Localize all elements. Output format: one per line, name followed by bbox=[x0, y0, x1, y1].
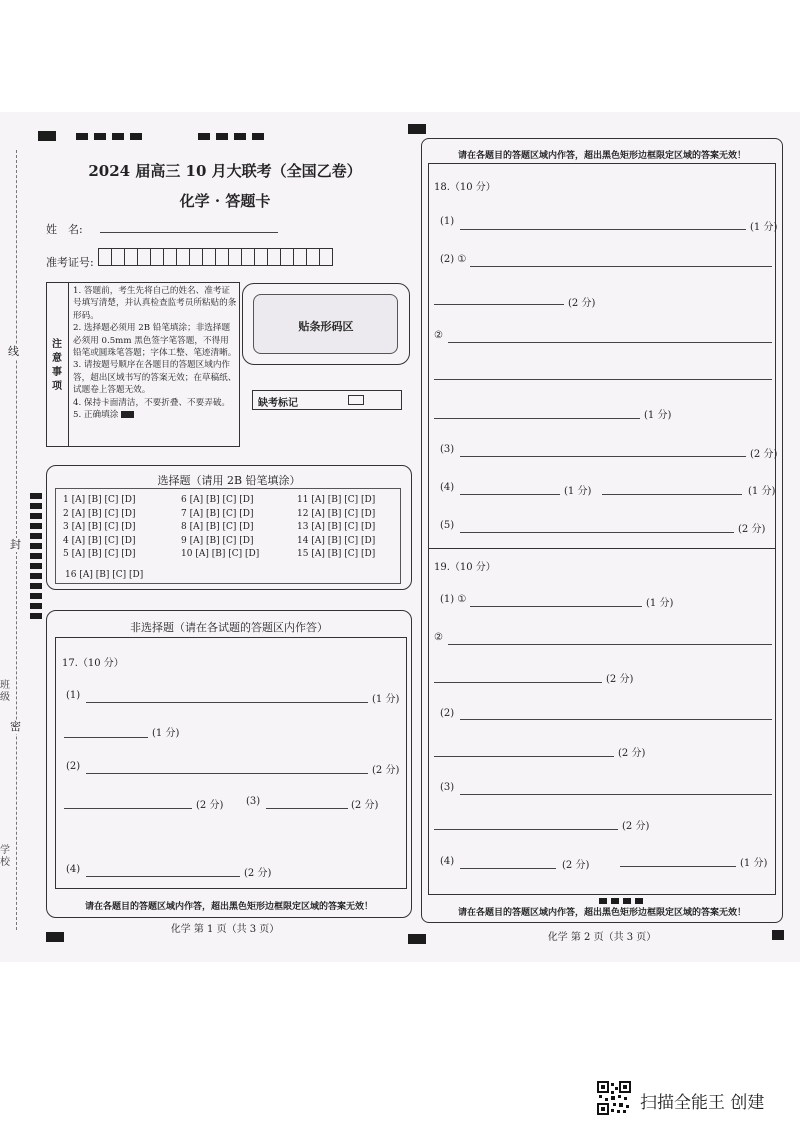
absent-checkbox[interactable] bbox=[348, 395, 364, 405]
q17-header: 17.（10 分） bbox=[62, 658, 124, 669]
exam-id-digit-box[interactable] bbox=[111, 248, 125, 266]
notice-item: 4. 保持卡面清洁，不要折叠、不要弄破。 bbox=[73, 397, 231, 408]
q19-p3-answer-line-2[interactable] bbox=[434, 829, 618, 830]
q17-p1b-answer-line[interactable] bbox=[64, 737, 148, 738]
timing-mark bbox=[252, 133, 264, 140]
absent-box bbox=[252, 390, 402, 410]
exam-id-digit-box[interactable] bbox=[150, 248, 164, 266]
bottom-warning-right: 请在各题目的答题区域内作答，超出黑色矩形边框限定区域的答案无效！ bbox=[457, 908, 746, 918]
timing-mark bbox=[30, 533, 42, 539]
choice-row[interactable]: 12 [A] [B] [C] [D] bbox=[297, 508, 376, 519]
choice-row[interactable]: 13 [A] [B] [C] [D] bbox=[297, 522, 376, 532]
q17-p4-answer-line[interactable] bbox=[86, 876, 240, 877]
q18-p3-score: (2 分) bbox=[750, 449, 778, 460]
timing-mark bbox=[94, 133, 106, 140]
exam-id-digit-box[interactable] bbox=[267, 248, 281, 266]
choice-row[interactable]: 5 [A] [B] [C] [D] bbox=[63, 549, 136, 559]
q17-p1-label: (1) bbox=[66, 690, 81, 701]
q19-p2-answer-line[interactable] bbox=[460, 719, 772, 720]
q18-p3-label: (3) bbox=[440, 444, 455, 455]
choice-col-2[interactable] bbox=[181, 494, 259, 562]
q18-p2b-answer-line[interactable] bbox=[448, 342, 772, 343]
timing-mark bbox=[112, 133, 124, 140]
q17-p4-label: (4) bbox=[66, 864, 81, 875]
timing-mark bbox=[216, 133, 228, 140]
choice-row[interactable]: 3 [A] [B] [C] [D] bbox=[63, 522, 136, 532]
timing-mark bbox=[130, 133, 142, 140]
q18-p4b-score: (1 分) bbox=[748, 486, 776, 497]
q18-p5-answer-line[interactable] bbox=[460, 532, 734, 533]
notice-item: 2. 选择题必须用 2B 铅笔填涂；非选择题必须用 0.5mm 黑色签字笔答题，不得用铅笔或圆珠笔答题；字体工整、笔迹清晰。 bbox=[73, 323, 237, 359]
barcode-label: 贴条形码区 bbox=[298, 320, 354, 333]
exam-id-digit-box[interactable] bbox=[254, 248, 268, 266]
exam-id-digit-box[interactable] bbox=[202, 248, 216, 266]
q19-p1-label: (1) ① bbox=[440, 594, 467, 605]
timing-mark bbox=[30, 563, 42, 569]
timing-mark bbox=[30, 513, 42, 519]
notice-item: 3. 请按题号顺序在各题目的答题区域内作答，超出区域书写的答案无效；在草稿纸、试题卷上答题无效。 bbox=[73, 360, 237, 396]
q18-p2-answer-line-2[interactable] bbox=[434, 304, 564, 305]
bottom-warning-left: 请在各题目的答题区域内作答，超出黑色矩形边框限定区域的答案无效！ bbox=[84, 902, 373, 912]
q19-p2-score: (2 分) bbox=[618, 748, 646, 759]
timing-mark bbox=[30, 493, 42, 499]
exam-id-digit-box[interactable] bbox=[241, 248, 255, 266]
q17-p3-answer-line[interactable] bbox=[266, 808, 348, 809]
exam-id-digit-box[interactable] bbox=[280, 248, 294, 266]
q19-p4b-answer-line[interactable] bbox=[620, 866, 736, 867]
notice-title: 注意事项 bbox=[52, 339, 62, 392]
side-label-feng: 封 bbox=[10, 538, 24, 552]
absent-label: 缺考标记 bbox=[258, 398, 298, 409]
choice-row[interactable]: 15 [A] [B] [C] [D] bbox=[297, 549, 376, 559]
timing-mark bbox=[198, 133, 210, 140]
barcode-outer bbox=[242, 283, 410, 365]
q18-p4a-answer-line[interactable] bbox=[460, 494, 560, 495]
q18-p2-label: (2) ① bbox=[440, 254, 467, 265]
exam-id-digit-box[interactable] bbox=[124, 248, 138, 266]
q17-p3-label: (3) bbox=[246, 796, 261, 807]
exam-id-digit-box[interactable] bbox=[137, 248, 151, 266]
timing-mark bbox=[30, 503, 42, 509]
timing-mark bbox=[30, 593, 42, 599]
timing-mark bbox=[30, 523, 42, 529]
name-field[interactable] bbox=[100, 232, 278, 233]
timing-mark bbox=[30, 543, 42, 549]
choice-row[interactable]: 9 [A] [B] [C] [D] bbox=[181, 535, 254, 546]
q18-p1-label: (1) bbox=[440, 216, 455, 227]
q17-p2-label: (2) bbox=[66, 761, 81, 772]
q19-p1b-answer-line[interactable] bbox=[448, 644, 772, 645]
choice-row[interactable]: 2 [A] [B] [C] [D] bbox=[63, 508, 136, 519]
side-label-banji: 班级 bbox=[0, 680, 10, 703]
choice-row[interactable]: 8 [A] [B] [C] [D] bbox=[181, 522, 254, 532]
q19-p1-circ2: ② bbox=[434, 632, 443, 643]
qr-code-icon bbox=[597, 1081, 631, 1115]
choice-row[interactable]: 11 [A] [B] [C] [D] bbox=[297, 495, 376, 505]
q18-p2-score: (2 分) bbox=[568, 298, 596, 309]
q19-p1b-score: (2 分) bbox=[606, 674, 634, 685]
exam-id-digit-box[interactable] bbox=[163, 248, 177, 266]
q18-p5-score: (2 分) bbox=[738, 524, 766, 535]
choice-row[interactable]: 1 [A] [B] [C] [D] bbox=[63, 495, 136, 505]
exam-subtitle: 化学 · 答题卡 bbox=[179, 192, 271, 210]
q18-p4a-score: (1 分) bbox=[564, 486, 592, 497]
side-label-xian: 线 bbox=[8, 345, 22, 359]
choice-row[interactable]: 6 [A] [B] [C] [D] bbox=[181, 495, 254, 505]
q17-p4-score: (2 分) bbox=[244, 868, 272, 879]
side-label-xuexiao: 学校 bbox=[0, 845, 10, 868]
q19-header: 19.（10 分） bbox=[434, 562, 496, 573]
q18-p5-label: (5) bbox=[440, 520, 455, 531]
q18-p4-label: (4) bbox=[440, 482, 455, 493]
choice-title: 选择题（请用 2B 铅笔填涂） bbox=[157, 474, 301, 487]
q19-p3-label: (3) bbox=[440, 782, 455, 793]
timing-mark bbox=[30, 553, 42, 559]
right-answer-box bbox=[428, 163, 776, 895]
choice-row[interactable]: 7 [A] [B] [C] [D] bbox=[181, 508, 254, 519]
timing-mark bbox=[234, 133, 246, 140]
q17-p1-score: (1 分) bbox=[372, 694, 400, 705]
q18-p1-answer-line[interactable] bbox=[460, 229, 746, 230]
q19-p3-answer-line[interactable] bbox=[460, 794, 772, 795]
side-label-mi: 密 bbox=[10, 720, 24, 734]
choice-col-1[interactable] bbox=[63, 494, 135, 562]
q18-q19-divider bbox=[429, 548, 775, 549]
q18-p2-answer-line[interactable] bbox=[470, 266, 772, 267]
name-label: 姓 名: bbox=[46, 223, 83, 236]
notice-item: 1. 答题前，考生先将自己的姓名、准考证号填写清楚，并认真检查监考员所粘贴的条形码。 bbox=[73, 286, 237, 321]
q19-p1b-answer-line-2[interactable] bbox=[434, 682, 602, 683]
q19-p3-score: (2 分) bbox=[622, 821, 650, 832]
q17-p2b-score: (2 分) bbox=[196, 800, 224, 811]
q17-p2-score: (2 分) bbox=[372, 765, 400, 776]
nonchoice-title: 非选择题（请在各试题的答题区内作答） bbox=[130, 621, 328, 634]
footer-left: 化学 第 1 页（共 3 页） bbox=[170, 924, 280, 935]
notice-list bbox=[73, 285, 237, 421]
q17-p2-answer-line[interactable] bbox=[86, 773, 368, 774]
choice-section bbox=[46, 465, 412, 590]
q18-p4b-answer-line[interactable] bbox=[602, 494, 742, 495]
q18-p2b-score: (1 分) bbox=[644, 410, 672, 421]
choice-row[interactable]: 4 [A] [B] [C] [D] bbox=[63, 535, 136, 546]
q19-p4a-score: (2 分) bbox=[562, 860, 590, 871]
exam-id-digit-box[interactable] bbox=[228, 248, 242, 266]
top-warning-right: 请在各题目的答题区域内作答，超出黑色矩形边框限定区域的答案无效！ bbox=[457, 151, 746, 161]
exam-id-digit-box[interactable] bbox=[98, 248, 112, 266]
q18-p2-circ2: ② bbox=[434, 330, 443, 341]
timing-mark bbox=[30, 603, 42, 609]
q17-box bbox=[55, 637, 407, 889]
timing-mark bbox=[30, 613, 42, 619]
q19-p4a-answer-line[interactable] bbox=[460, 868, 556, 869]
exam-id-digit-box[interactable] bbox=[215, 248, 229, 266]
timing-mark bbox=[30, 583, 42, 589]
notice-box bbox=[46, 282, 240, 447]
q18-p3-answer-line[interactable] bbox=[460, 456, 746, 457]
choice-col-3[interactable] bbox=[297, 494, 375, 562]
q18-p2b-answer-line-2[interactable] bbox=[434, 379, 772, 380]
q19-p2-label: (2) bbox=[440, 708, 455, 719]
footer-right: 化学 第 2 页（共 3 页） bbox=[547, 932, 657, 943]
q18-p2b-answer-line-3[interactable] bbox=[434, 418, 640, 419]
q19-p1-answer-line[interactable] bbox=[470, 606, 642, 607]
q18-header: 18.（10 分） bbox=[434, 182, 496, 193]
choice-row-16[interactable]: 16 [A] [B] [C] [D] bbox=[65, 570, 144, 580]
exam-id-digit-box[interactable] bbox=[189, 248, 203, 266]
watermark-text: 扫描全能王 创建 bbox=[640, 1093, 765, 1113]
q17-p1-answer-line[interactable] bbox=[86, 702, 368, 703]
exam-id-label: 准考证号: bbox=[46, 256, 94, 269]
exam-id-digit-box[interactable] bbox=[319, 248, 333, 266]
q17-p1b-score: (1 分) bbox=[152, 728, 180, 739]
timing-mark bbox=[38, 131, 56, 141]
timing-mark bbox=[30, 573, 42, 579]
q17-p3-score: (2 分) bbox=[351, 800, 379, 811]
q19-p2-answer-line-2[interactable] bbox=[434, 756, 614, 757]
exam-id-digit-box[interactable] bbox=[293, 248, 307, 266]
choice-row[interactable]: 10 [A] [B] [C] [D] bbox=[181, 549, 260, 559]
exam-id-digit-box[interactable] bbox=[306, 248, 320, 266]
notice-item: 5. 正确填涂 bbox=[73, 409, 237, 421]
q17-p2b-answer-line[interactable] bbox=[64, 808, 192, 809]
q19-p4-label: (4) bbox=[440, 856, 455, 867]
filled-mark-sample bbox=[121, 411, 134, 418]
q19-p4b-score: (1 分) bbox=[740, 858, 768, 869]
exam-id-digit-box[interactable] bbox=[176, 248, 190, 266]
right-page-frame bbox=[421, 138, 783, 923]
exam-id-boxes[interactable] bbox=[98, 248, 332, 270]
q19-p1-score: (1 分) bbox=[646, 598, 674, 609]
q18-p1-score: (1 分) bbox=[750, 222, 778, 233]
timing-mark bbox=[408, 124, 426, 134]
timing-mark bbox=[76, 133, 88, 140]
exam-title: 2024 届高三 10 月大联考（全国乙卷） bbox=[88, 162, 362, 180]
choice-row[interactable]: 14 [A] [B] [C] [D] bbox=[297, 535, 376, 546]
